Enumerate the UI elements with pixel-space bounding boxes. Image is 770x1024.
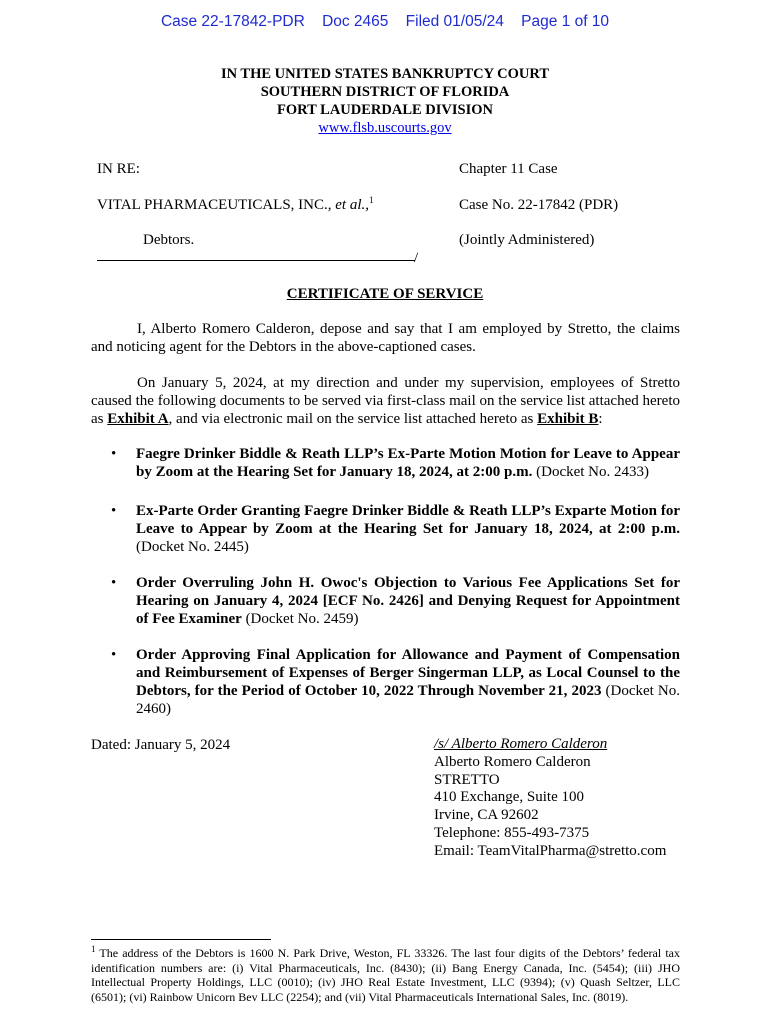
signer-name: Alberto Romero Calderon [434,753,591,770]
bullet-3-marker: • [111,575,117,591]
bullet-2-bold: Ex-Parte Order Granting Faegre Drinker Biddle & Reath LLP’s Exparte Motion for Leave to Appear by Zoom at the Hearing Set for January 18, 2024, at 2:00 p.m. [136,503,680,537]
paragraph-2 [91,374,680,428]
paragraph-2-text-a: On January 5, 2024, at my direction and under my supervision, employees of Stretto caused the following documents to be served via first-class mail on the service list attached hereto as [91,375,680,427]
caption-slash: / [414,250,419,266]
bullet-3 [136,574,680,628]
stamp-doc: Doc 2465 [322,13,389,30]
bullet-4-marker: • [111,647,117,663]
footnote-mark: 1 [91,944,96,954]
document-title: CERTIFICATE OF SERVICE [286,286,484,302]
jointly-administered: (Jointly Administered) [459,232,595,248]
paragraph-1-text: I, Alberto Romero Calderon, depose and say that I am employed by Stretto, the claims and noticing agent for the Debtors in the above-captioned cases. [91,321,680,355]
paragraph-2-text-c: : [598,411,603,427]
signer-phone: Telephone: 855-493-7375 [434,824,590,841]
court-heading [0,65,770,137]
signer-address-2: Irvine, CA 92602 [434,807,539,824]
case-number: Case No. 22-17842 (PDR) [459,197,619,213]
signer-company: STRETTO [434,771,500,788]
dated-line: Dated: January 5, 2024 [91,737,231,753]
court-url-link[interactable]: www.flsb.uscourts.gov [318,120,452,136]
bullet-4-bold: Order Approving Final Application for Allowance and Payment of Compensation and Reimbursement of Expenses of Berger Singerman LLP, as Local Counsel to the Debtors, for the Period of October 10, 2022 Through November 21, 2023 [136,647,680,699]
bullet-1-bold: Faegre Drinker Biddle & Reath LLP’s Ex-Parte Motion Motion for Leave to Appear by Zoom at the Hearing Set for January 18, 2024, at 2:00 p.m. [136,446,680,480]
bullet-2-marker: • [111,503,117,519]
stamp-case: Case 22-17842-PDR [160,13,305,30]
footnote-ref: 1 [369,195,374,205]
bullet-1-marker: • [111,446,117,462]
debtors-label: Debtors. [143,232,195,248]
bullet-1-docket: (Docket No. 2433) [532,464,650,480]
signer-address-1: 410 Exchange, Suite 100 [434,789,584,806]
bullet-3-bold: Order Overruling John H. Owoc's Objection to Various Fee Applications Set for Hearing on January 4, 2024 [ECF No. 2426] and Denying Request for Appointment of Fee Examiner [136,575,680,627]
chapter-label: Chapter 11 Case [459,161,558,177]
footnote-text: The address of the Debtors is 1600 N. Park Drive, Weston, FL 33326. The last four digits of the Debtors’ federal tax identification numbers are: (i) Vital Pharmaceuticals, Inc. (8430); (ii) Bang Energy Canada, Inc. (5454); (iii) JHO Intellectual Property Holdings, LLC (0010); (iv) JHO Real Estate Investment, LLC (9394); (v) Quash Seltzer, LLC (6501); (vi) Rainbow Unicorn Bev LLC (2254); and (vii) Vital Pharmaceuticals International Sales, Inc. (8019). [91,946,680,1004]
caption-rule [97,260,415,261]
bullet-2 [136,502,680,556]
filing-stamp [0,13,770,31]
bullet-2-docket: (Docket No. 2445) [136,539,249,555]
bullet-3-docket: (Docket No. 2459) [241,611,359,627]
et-al: et al. [335,197,366,213]
paragraph-2-text-b: , and via electronic mail on the service list attached hereto as [168,411,538,427]
exhibit-b-ref: Exhibit B [537,411,599,427]
paragraph-1 [91,320,680,356]
in-re-label: IN RE: [97,161,140,177]
signature-block [434,736,666,861]
signer-email: Email: TeamVitalPharma@stretto.com [434,842,667,859]
court-line-1: IN THE UNITED STATES BANKRUPTCY COURT [220,66,550,82]
bullet-4 [136,646,680,718]
debtor-name-text: VITAL PHARMACEUTICALS, INC., [97,197,332,213]
stamp-filed: Filed 01/05/24 [405,13,504,30]
court-line-2: SOUTHERN DISTRICT OF FLORIDA [260,84,510,100]
bullet-4-docket: (Docket No. 2460) [136,683,680,717]
footnote [91,946,680,1004]
exhibit-a-ref: Exhibit A [107,411,169,427]
signature: /s/ Alberto Romero Calderon [434,736,608,752]
footnote-rule [91,939,271,940]
court-line-3: FORT LAUDERDALE DIVISION [277,102,493,118]
stamp-page: Page 1 of 10 [521,13,610,30]
bullet-1 [136,445,680,481]
debtor-name: VITAL PHARMACEUTICALS, INC., et al.,$^1$ [97,195,374,213]
